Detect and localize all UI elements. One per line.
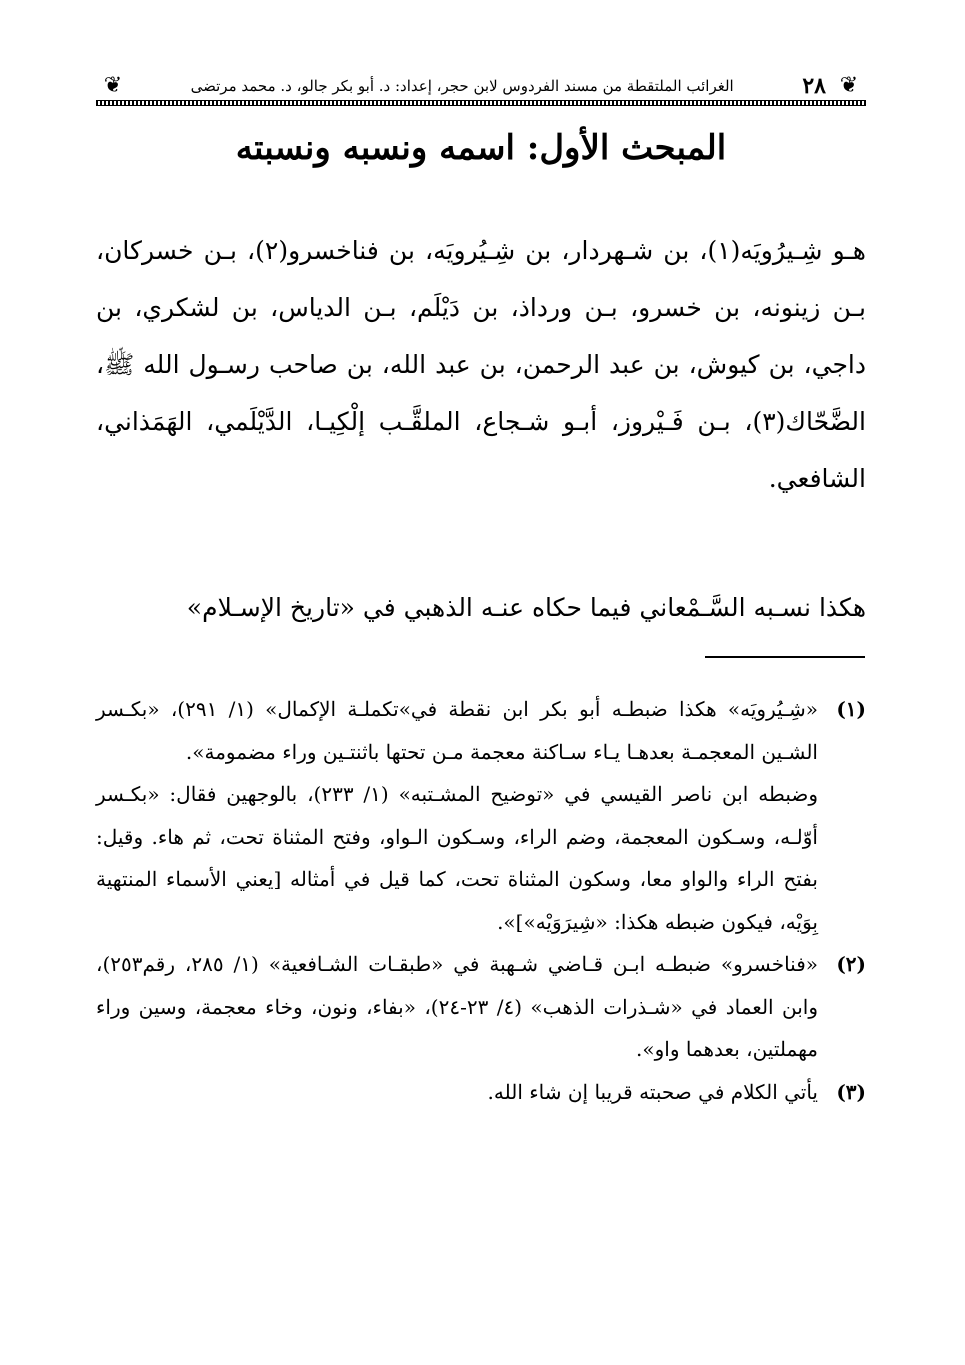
footnote-divider xyxy=(705,656,865,658)
main-text xyxy=(96,222,866,507)
footnote-number: (١) xyxy=(836,697,866,721)
footnote-3 xyxy=(96,1071,866,1114)
running-header xyxy=(96,68,866,108)
footnotes xyxy=(96,688,866,1113)
footnote-number: (٣) xyxy=(836,1079,866,1104)
header-divider xyxy=(96,100,866,106)
paragraph-1: هـو شِـيرُويَه(١)، بن شـهردار، بن شِـيُرويَه، بن فناخسرو(٢)، بـن خسركان، بـن زينونه، بن خسرو، بـن ورداذ، بن دَيْلَم، بـن الدياس، بن لشكري، بن داجي، بن كيوش، بن عبد الرحمن، بن عبد الله، بن صاحب رسـول الله ﷺ، الضَّحّاك(٣)، بـن فَـيْروز، أبـو شـجاع، الملقَّـب إلْكِيـا، الدَّيْلَمي، الهَمَذاني، الشافعي. xyxy=(96,236,866,493)
ornament-left-icon: ❦ xyxy=(103,73,123,98)
running-title: الغرائب الملتقطة من مسند الفردوس لابن حجر، إعداد: د. أبو بكر جالو، د. محمد مرتضى xyxy=(190,77,734,95)
footnote-text: يأتي الكلام في صحبته قريبا إن شاء الله. xyxy=(487,1079,818,1104)
footnote-text: «شِـيُرويَه» هكذا ضبطـه أبو بكر ابن نقطة في»تكملـة الإكمال» (١/ ٢٩١)، «بكـسر الشـين المعجمـة بعدهـا يـاء سـاكنة معجمة مـن تحتها باثنتـين وراء مضمومة». xyxy=(96,697,818,764)
page-number: ٢٨ xyxy=(802,73,826,99)
footnote-number: (٢) xyxy=(836,952,866,976)
footnote-1 xyxy=(96,688,866,943)
ornament-right-icon: ❦ xyxy=(839,73,859,98)
paragraph-2: هكذا نسـبه السَّـمْعاني فيما حكاه عنـه الذهبي في «تاريخ الإسـلام» xyxy=(186,593,866,622)
footnote-2 xyxy=(96,943,866,1071)
footnote-text: وضبطه ابن ناصر القيسي في «توضيح المشـتبه» (١/ ٢٣٣)، بالوجهين فقال: «بكـسر أوّلـه، وسـكون المعجمة، وضم الراء، وسـكون الـواو، وفتح المثناة تحت، ثم هاء. وقيل: بفتح الراء والواو معا، وسكون المثناة تحت، كما قيل في أمثاله [يعني الأسماء المنتهية بِوَيْه، فيكون ضبطه هكذا: «شِيرَوَيْه»]». xyxy=(96,782,818,934)
footnote-text: «فناخسرو» ضبطـه ابـن قـاضي شـهبة في «طبقـات الشـافعية» (١/ ٢٨٥، رقم٢٥٣)، وابن العماد في «شـذرات الذهب» (٤/ ٢٣-٢٤)، «بفاء، ونون، وخاء معجمة، وسين وراء مهملتين، بعدهما واو». xyxy=(96,952,818,1061)
section-title: المبحث الأول: اسمه ونسبه ونسبته xyxy=(235,128,727,168)
